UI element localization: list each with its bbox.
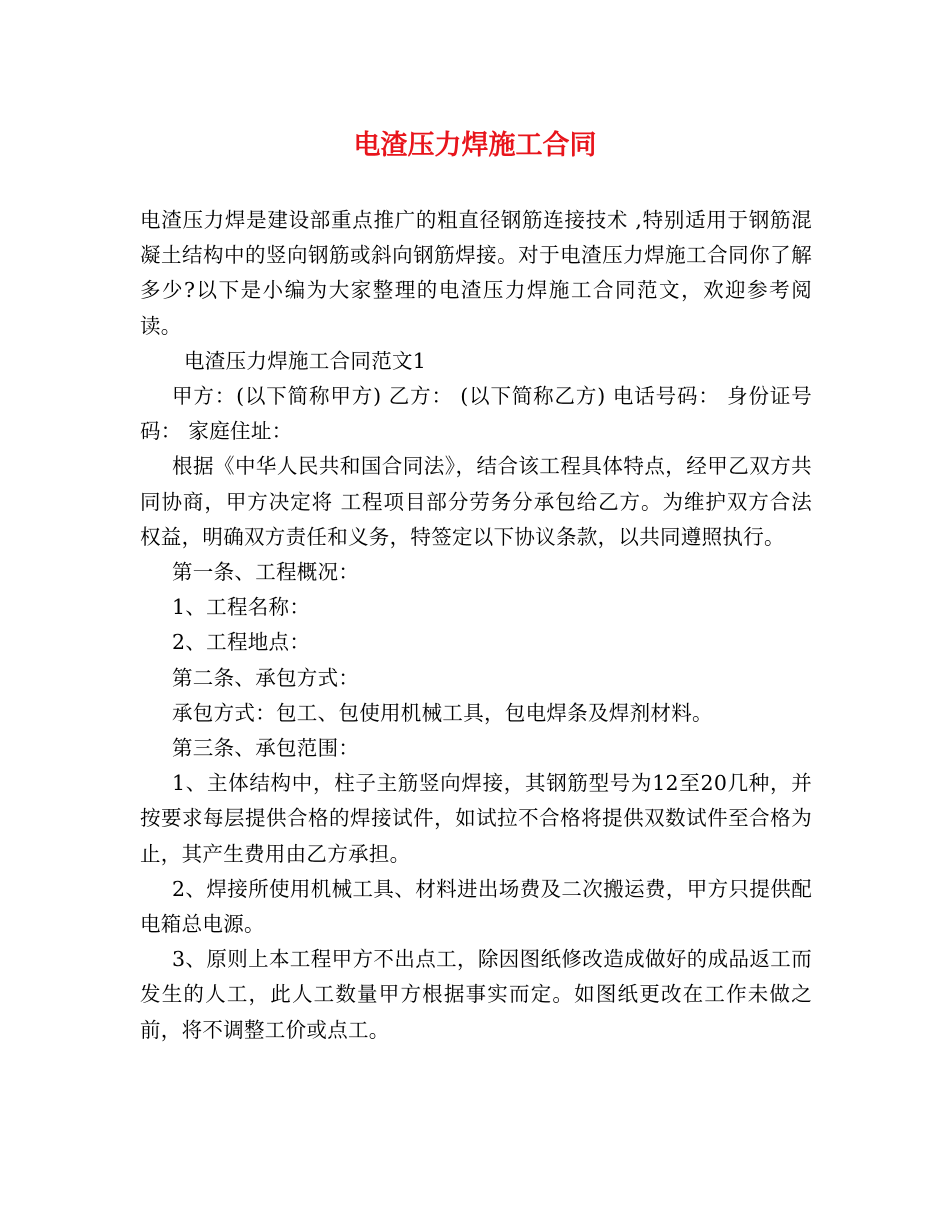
article-2-heading: 第二条、承包方式：	[172, 665, 360, 690]
scope-item-1: 1、主体结构中，柱子主筋竖向焊接，其钢筋型号为12至20几种，并按要求每层提供合格的焊接试件，如试拉不合格将提供双数试件至合格为止，其产生费用由乙方承担。	[140, 771, 812, 866]
article-3-heading: 第三条、承包范围：	[172, 736, 360, 761]
project-name-line: 1、工程名称：	[172, 595, 311, 620]
scope-item-3: 3、原则上本工程甲方不出点工，除因图纸修改造成做好的成品返工而发生的人工，此人工数量甲方根据事实而定。如图纸更改在工作未做之前，将不调整工价或点工。	[140, 947, 812, 1042]
contract-method-line: 承包方式：包工、包使用机械工具，包电焊条及焊剂材料。	[172, 700, 713, 725]
article-1-heading: 第一条、工程概况：	[172, 560, 360, 585]
parties-paragraph: 甲方：(以下简称甲方) 乙方： (以下简称乙方) 电话号码： 身份证号码： 家庭住址：	[140, 384, 812, 444]
document-title: 电渣压力焊施工合同	[353, 130, 597, 161]
section-heading-sample-1: 电渣压力焊施工合同范文1	[184, 348, 427, 373]
project-location-line: 2、工程地点：	[172, 630, 311, 655]
basis-paragraph: 根据《中华人民共和国合同法》，结合该工程具体特点，经甲乙双方共同协商，甲方决定将 工程项目部分劳务分承包给乙方。为维护双方合法权益，明确双方责任和义务，特签定以下协议条款，以共同遵照执行。	[140, 454, 812, 549]
scope-item-2: 2、焊接所使用机械工具、材料进出场费及二次搬运费，甲方只提供配电箱总电源。	[140, 876, 812, 937]
document-body	[140, 203, 812, 1048]
intro-paragraph: 电渣压力焊是建设部重点推广的粗直径钢筋连接技术 ,特别适用于钢筋混凝土结构中的竖向钢筋或斜向钢筋焊接。对于电渣压力焊施工合同你了解多少?以下是小编为大家整理的电渣压力焊施工合同范文，欢迎参考阅读。	[140, 208, 812, 338]
